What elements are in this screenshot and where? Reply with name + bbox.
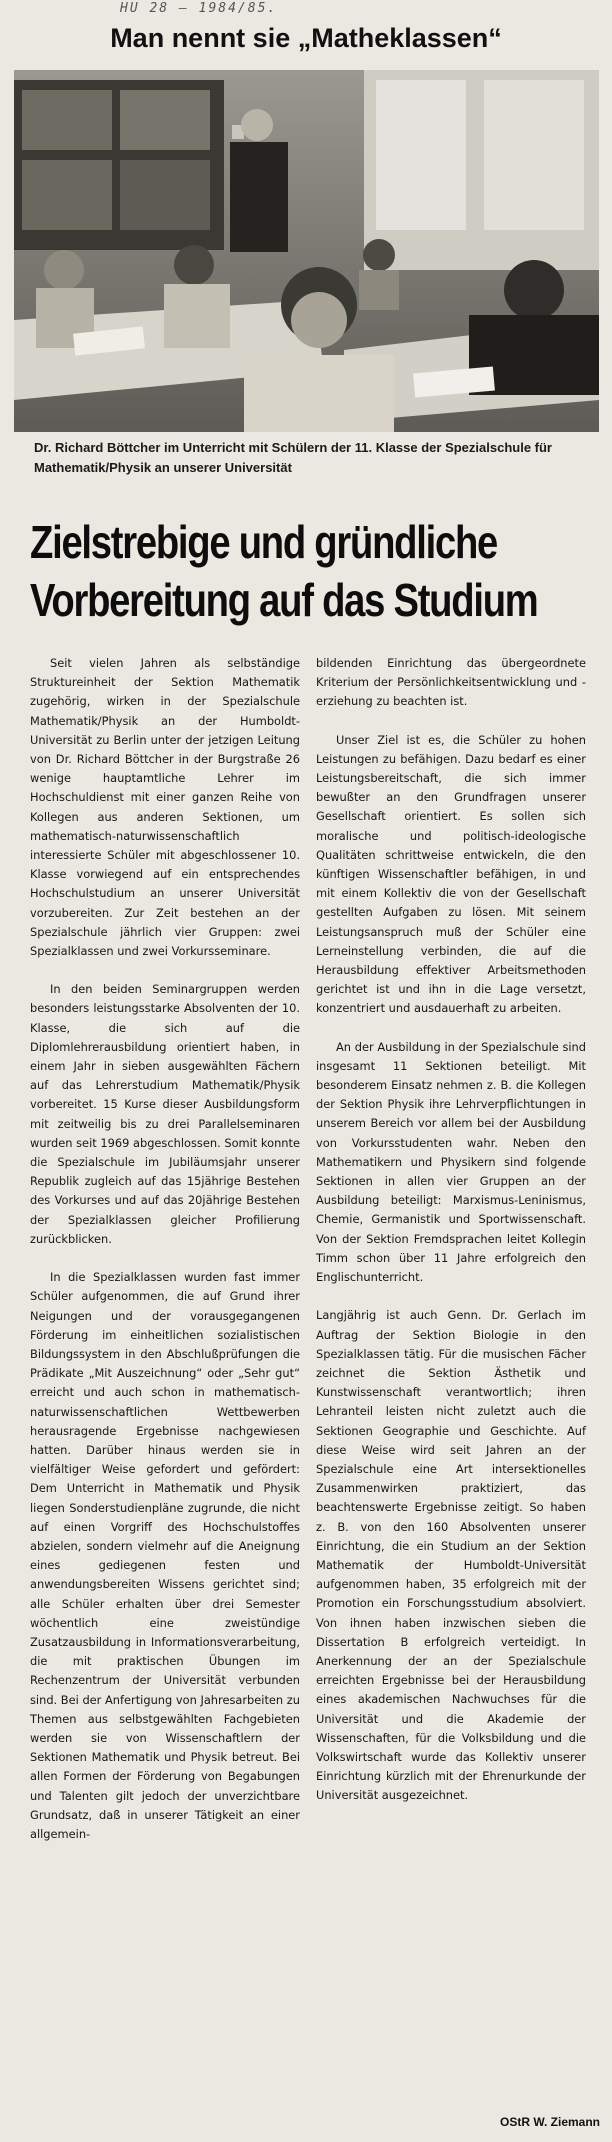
paragraph: In den beiden Seminargruppen werden besonders leistungsstarke Absolventen der 10. Klasse, die sich auf die Diplomlehrerausbildung orientiert haben, in einem Jahr in sieben ausgewählten Fächern auf das Lehrerstudium Mathematik/Physik vorbereitet. 15 Kurse dieser Ausbildungsform mit zeitweilig bis zu drei Parallelseminaren wurden seit 1969 abgeschlossen. Somit konnte die Spezialschule im Jubiläumsjahr unserer Republik zugleich auf das 15jährige Bestehen des Vorkurses und auf das 20jährige Bestehen der Spezialklassen gleicher Profilierung zurückblicken. bbox=[30, 982, 300, 1246]
headline-line-1: Zielstrebige und gründliche bbox=[30, 516, 498, 568]
author-byline: OStR W. Ziemann bbox=[499, 2115, 600, 2129]
headline bbox=[30, 513, 538, 633]
paragraph: bildenden Einrichtung das übergeordnete Kriterium der Persönlichkeitsentwicklung und -erziehung zu beachten ist. bbox=[316, 656, 586, 709]
paragraph: An der Ausbildung in der Spezialschule sind insgesamt 11 Sektionen beteiligt. Mit besonderem Einsatz nehmen z. B. die Kollegen der Sektion Physik ihre Lehrverpflichtungen in unserem Bereich vor allem bei der Ausbildung von Vorkursstudenten wahr. Neben den Mathematikern und Physikern sind folgende Sektionen in allen vier Gruppen an der Ausbildung beteiligt: Marxismus-Leninismus, Chemie, Germanistik und Sportwissenschaft. Von der Sektion Fremdsprachen leitet Kollegin Timm schon über 11 Jahre erfolgreich den Englischunterricht. bbox=[316, 1039, 586, 1285]
classroom-photo-drawing bbox=[14, 70, 599, 432]
paragraph: Langjährig ist auch Genn. Dr. Gerlach im Auftrag der Sektion Biologie in den Spezialklassen tätig. Für die musischen Fächer zeichnet die Sektion Ästhetik und Kunstwissenschaft verantwortlich; ihren Lehranteil leisten nicht zuletzt auch die Sektionen Geographie und Geschichte. Auf diese Weise wird seit Jahren an der Spezialschule eine Art intersektionelles Zusammenwirken praktiziert, das beachtenswerte Ergebnisse zeitigt. So haben z. B. von den 160 Absolventen unserer Einrichtung, die ein Studium an der Sektion Mathematik der Humboldt-Universität aufgenommen haben, 35 erfolgreich mit der Promotion ein Forschungsstudium absolviert. Von ihnen haben inzwischen sieben die Dissertation B erfolgreich verteidigt. In Anerkennung der an der Spezialschule erreichten Ergebnisse bei der Herausbildung eines akademischen Nachwuchses für die Universität und die Akademie der Wissenschaften, für die Volksbildung und die Volkswirtschaft wurde das Kollektiv unserer Einrichtung kürzlich mit der Ehrenurkunde der Universität ausgezeichnet. bbox=[316, 1308, 586, 1803]
headline-line-2: Vorbereitung auf das Studium bbox=[30, 574, 538, 626]
classroom-photo bbox=[14, 70, 599, 432]
paragraph: Seit vielen Jahren als selbständige Struktureinheit der Sektion Mathematik zugehörig, wirken in der Spezialschule Mathematik/Physik an der Humboldt-Universität zu Berlin unter der jetzigen Leitung von Dr. Richard Böttcher in der Burgstraße 26 wenige hauptamtliche Lehrer im Hochschuldienst mit einer ganzen Reihe von Kollegen aus anderen Sektionen, um mathematisch-naturwissenschaftlich interessierte Schüler mit abgeschlossener 10. Klasse vorwiegend auf ein entsprechendes Hochschulstudium an unserer Universität vorzubereiten. Zur Zeit bestehen an der Spezialschule jährlich vier Gruppen: zwei Spezialklassen und zwei Vorkursseminare. bbox=[30, 656, 300, 959]
photo-caption: Dr. Richard Böttcher im Unterricht mit Schülern der 11. Klasse der Spezialschule für Mathematik/Physik an unserer Universität bbox=[34, 440, 552, 475]
handwritten-date-note: HU 28 – 1984/85. bbox=[120, 1, 278, 16]
kicker-title: Man nennt sie „Matheklassen“ bbox=[110, 23, 502, 53]
article-column-right bbox=[316, 654, 586, 1806]
article-column-left bbox=[30, 654, 300, 1844]
paragraph: Unser Ziel ist es, die Schüler zu hohen Leistungen zu befähigen. Dazu bedarf es einer Leistungsbereitschaft, die sich immer bewußter an den Grundfragen unserer Gesellschaft orientiert. Es sollen sich moralische und politisch-ideologische Qualitäten schrittweise entwickeln, die den künftigen Wissenschaftler befähigen, in und mit einem Kollektiv die von der Gesellschaft gestellten Aufgaben zu lösen. Mit seinem Leistungsanspruch muß der Schüler eine Lerneinstellung verbinden, die auf die Herausbildung effektiver Arbeitsmethoden gerichtet ist und ihn in die Lage versetzt, konzentriert und ausdauerhaft zu arbeiten. bbox=[316, 732, 586, 1016]
paragraph: In die Spezialklassen wurden fast immer Schüler aufgenommen, die auf Grund ihrer Neigungen und der vorausgegangenen Förderung im einheitlichen sozialistischen Bildungssystem in den Abschlußprüfungen die Prädikate „Mit Auszeichnung“ oder „Sehr gut“ erreicht und auch schon in mathematisch-naturwissenschaftlichen Wettbewerben herausragende Ergebnisse nachgewiesen hatten. Darüber hinaus werden sie in vielfältiger Weise gefordert und gefördert: Dem Unterricht in Mathematik und Physik liegen Sonderstudienpläne zugrunde, die nicht auf einen Vorgriff des Hochschulstoffes abzielen, sondern vielmehr auf die Aneignung eines gediegenen festen und anwendungsbereiten Wissens gerichtet sind; alle Schüler erhalten über drei Semester wöchentlich eine zweistündige Zusatzausbildung in Informationsverarbeitung, die mit praktischen Übungen im Rechenzentrum der Universität verbunden sind. Bei der Anfertigung von Jahresarbeiten zu Themen aus selbstgewählten Fachgebieten werden sie von Wissenschaftlern der Sektionen Mathematik und Physik betreut. Bei allen Formen der Förderung von Begabungen und Talenten gilt jedoch der unverzichtbare Grundsatz, daß in unserer Tätigkeit an einer allgemein- bbox=[30, 1270, 300, 1841]
